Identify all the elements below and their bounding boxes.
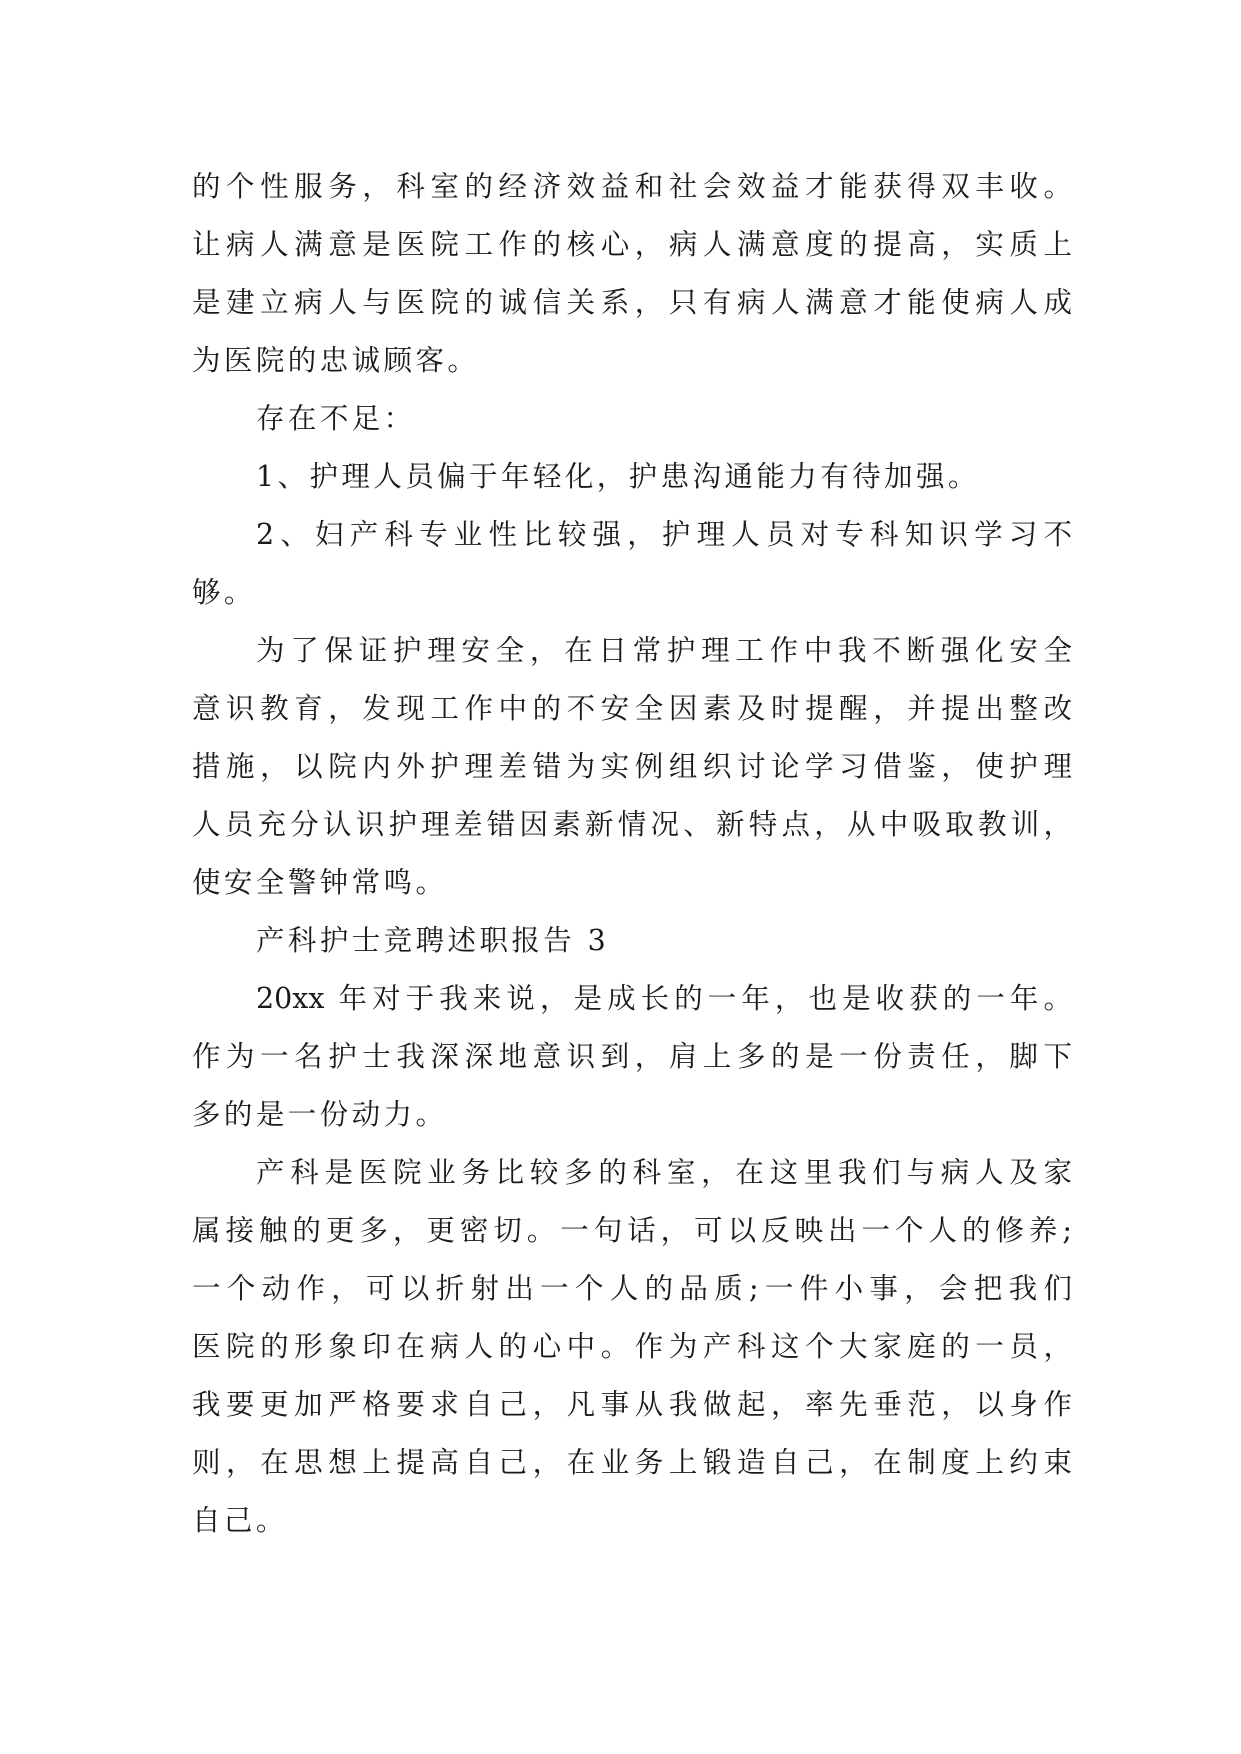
text-line: 为医院的忠诚顾客。: [192, 344, 480, 377]
text-line: 一个动作，可以折射出一个人的品质;一件小事，会把我们: [192, 1272, 1072, 1305]
text-line: 使安全警钟常鸣。: [192, 866, 448, 899]
text-line: 属接触的更多，更密切。一句话，可以反映出一个人的修养;: [192, 1214, 1072, 1247]
text-line: 意识教育，发现工作中的不安全因素及时提醒，并提出整改: [192, 692, 1072, 725]
paragraph-start: 为了保证护理安全，在日常护理工作中我不断强化安全: [256, 634, 1072, 667]
text-line: 措施，以院内外护理差错为实例组织讨论学习借鉴，使护理: [192, 750, 1072, 783]
text-line: 多的是一份动力。: [192, 1098, 448, 1131]
list-item: 2、妇产科专业性比较强，护理人员对专科知识学习不: [256, 518, 1072, 551]
paragraph-start: 产科是医院业务比较多的科室，在这里我们与病人及家: [256, 1156, 1072, 1189]
text-line: 人员充分认识护理差错因素新情况、新特点，从中吸取教训，: [192, 808, 1072, 841]
text-line: 医院的形象印在病人的心中。作为产科这个大家庭的一员，: [192, 1330, 1072, 1363]
section-title: 产科护士竞聘述职报告 3: [256, 924, 610, 957]
text-line: 自己。: [192, 1504, 288, 1537]
text-line: 让病人满意是医院工作的核心，病人满意度的提高，实质上: [192, 228, 1072, 261]
paragraph-start: 20xx 年对于我来说，是成长的一年，也是收获的一年。: [256, 982, 1072, 1015]
text-line: 我要更加严格要求自己，凡事从我做起，率先垂范，以身作: [192, 1388, 1072, 1421]
text-line: 的个性服务，科室的经济效益和社会效益才能获得双丰收。: [192, 170, 1072, 203]
text-line: 则，在思想上提高自己，在业务上锻造自己，在制度上约束: [192, 1446, 1072, 1479]
text-line: 是建立病人与医院的诚信关系，只有病人满意才能使病人成: [192, 286, 1072, 319]
text-line: 作为一名护士我深深地意识到，肩上多的是一份责任，脚下: [192, 1040, 1072, 1073]
list-item: 1、护理人员偏于年轻化，护患沟通能力有待加强。: [256, 460, 980, 493]
section-heading: 存在不足：: [256, 402, 416, 435]
text-line: 够。: [192, 576, 256, 609]
